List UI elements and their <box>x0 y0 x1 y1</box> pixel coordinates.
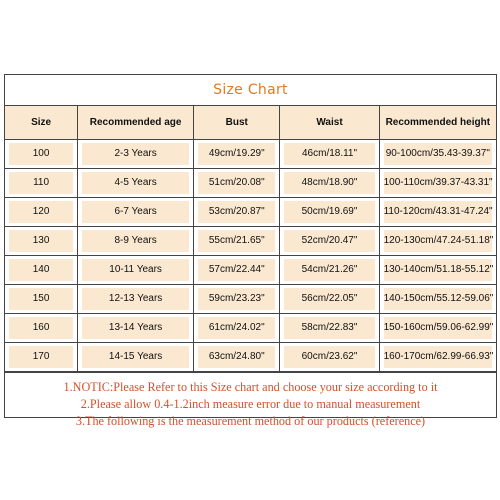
table-cell-age <box>78 140 194 169</box>
table-cell-height <box>379 227 496 256</box>
table-cell-age <box>78 285 194 314</box>
table-cell-waist <box>280 343 379 372</box>
cell-value: 160-170cm/62.99-66.93" <box>384 346 492 368</box>
cell-value: 60cm/23.62" <box>284 346 374 368</box>
table-cell-age <box>78 198 194 227</box>
table-cell-size <box>5 314 78 343</box>
cell-value: 55cm/21.65" <box>198 230 275 252</box>
table-row <box>5 227 496 256</box>
cell-value: 130-140cm/51.18-55.12" <box>384 259 492 281</box>
cell-value: 110 <box>9 172 73 194</box>
cell-value: 63cm/24.80" <box>198 346 275 368</box>
cell-value: 130 <box>9 230 73 252</box>
table-cell-size <box>5 227 78 256</box>
table-cell-height <box>379 169 496 198</box>
cell-value: 14-15 Years <box>82 346 189 368</box>
table-cell-size <box>5 169 78 198</box>
table-cell-bust <box>194 285 280 314</box>
cell-value: 52cm/20.47" <box>284 230 374 252</box>
cell-value: 6-7 Years <box>82 201 189 223</box>
table-cell-bust <box>194 343 280 372</box>
table-header-row <box>5 106 496 140</box>
table-row <box>5 314 496 343</box>
table-cell-waist <box>280 314 379 343</box>
table-cell-height <box>379 140 496 169</box>
table-cell-bust <box>194 198 280 227</box>
cell-value: 100-110cm/39.37-43.31" <box>384 172 492 194</box>
cell-value: 10-11 Years <box>82 259 189 281</box>
cell-value: 100 <box>9 143 73 165</box>
table-row <box>5 285 496 314</box>
cell-value: 48cm/18.90" <box>284 172 374 194</box>
header-recommended-age: Recommended age <box>78 106 194 140</box>
cell-value: 150 <box>9 288 73 310</box>
cell-value: 51cm/20.08" <box>198 172 275 194</box>
table-cell-height <box>379 314 496 343</box>
cell-value: 2-3 Years <box>82 143 189 165</box>
table-row <box>5 343 496 372</box>
table-cell-height <box>379 256 496 285</box>
cell-value: 90-100cm/35.43-39.37" <box>384 143 492 165</box>
cell-value: 4-5 Years <box>82 172 189 194</box>
cell-value: 8-9 Years <box>82 230 189 252</box>
table-cell-bust <box>194 314 280 343</box>
cell-value: 140 <box>9 259 73 281</box>
cell-value: 49cm/19.29" <box>198 143 275 165</box>
cell-value: 140-150cm/55.12-59.06" <box>384 288 492 310</box>
table-cell-waist <box>280 140 379 169</box>
table-cell-age <box>78 227 194 256</box>
cell-value: 110-120cm/43.31-47.24" <box>384 201 492 223</box>
cell-value: 58cm/22.83" <box>284 317 374 339</box>
table-row <box>5 256 496 285</box>
table-cell-age <box>78 256 194 285</box>
table-cell-bust <box>194 256 280 285</box>
cell-value: 46cm/18.11" <box>284 143 374 165</box>
table-cell-age <box>78 343 194 372</box>
table-cell-bust <box>194 140 280 169</box>
table-cell-waist <box>280 285 379 314</box>
table-cell-waist <box>280 256 379 285</box>
table-cell-age <box>78 169 194 198</box>
cell-value: 57cm/22.44" <box>198 259 275 281</box>
table-row <box>5 169 496 198</box>
table-cell-waist <box>280 169 379 198</box>
table-cell-height <box>379 198 496 227</box>
size-table <box>5 106 496 372</box>
cell-value: 50cm/19.69" <box>284 201 374 223</box>
table-cell-height <box>379 343 496 372</box>
size-chart-title-row <box>5 75 496 106</box>
table-row <box>5 198 496 227</box>
table-cell-age <box>78 314 194 343</box>
table-cell-size <box>5 140 78 169</box>
table-cell-bust <box>194 169 280 198</box>
cell-value: 170 <box>9 346 73 368</box>
table-cell-size <box>5 343 78 372</box>
header-bust: Bust <box>194 106 280 140</box>
size-chart-title: Size Chart <box>213 82 288 98</box>
cell-value: 56cm/22.05" <box>284 288 374 310</box>
size-chart <box>4 74 497 428</box>
header-waist: Waist <box>280 106 379 140</box>
table-cell-size <box>5 198 78 227</box>
header-recommended-height: Recommended height <box>379 106 496 140</box>
notes-section <box>5 372 496 430</box>
table-cell-size <box>5 285 78 314</box>
cell-value: 59cm/23.23" <box>198 288 275 310</box>
cell-value: 120 <box>9 201 73 223</box>
cell-value: 61cm/24.02" <box>198 317 275 339</box>
cell-value: 53cm/20.87" <box>198 201 275 223</box>
table-body <box>5 140 496 372</box>
table-cell-size <box>5 256 78 285</box>
table-row <box>5 140 496 169</box>
note-2: 2.Please allow 0.4-1.2inch measure error due to manual measurement <box>80 397 421 411</box>
table-cell-waist <box>280 227 379 256</box>
table-cell-bust <box>194 227 280 256</box>
cell-value: 150-160cm/59.06-62.99" <box>384 317 492 339</box>
note-1: 1.NOTIC:Please Refer to this Size chart and choose your size according to it <box>63 380 438 394</box>
table-cell-height <box>379 285 496 314</box>
cell-value: 12-13 Years <box>82 288 189 310</box>
table-cell-waist <box>280 198 379 227</box>
cell-value: 120-130cm/47.24-51.18" <box>384 230 492 252</box>
cell-value: 160 <box>9 317 73 339</box>
header-size: Size <box>5 106 78 140</box>
cell-value: 54cm/21.26" <box>284 259 374 281</box>
note-3: 3.The following is the measurement method of our products (reference) <box>75 414 426 428</box>
cell-value: 13-14 Years <box>82 317 189 339</box>
